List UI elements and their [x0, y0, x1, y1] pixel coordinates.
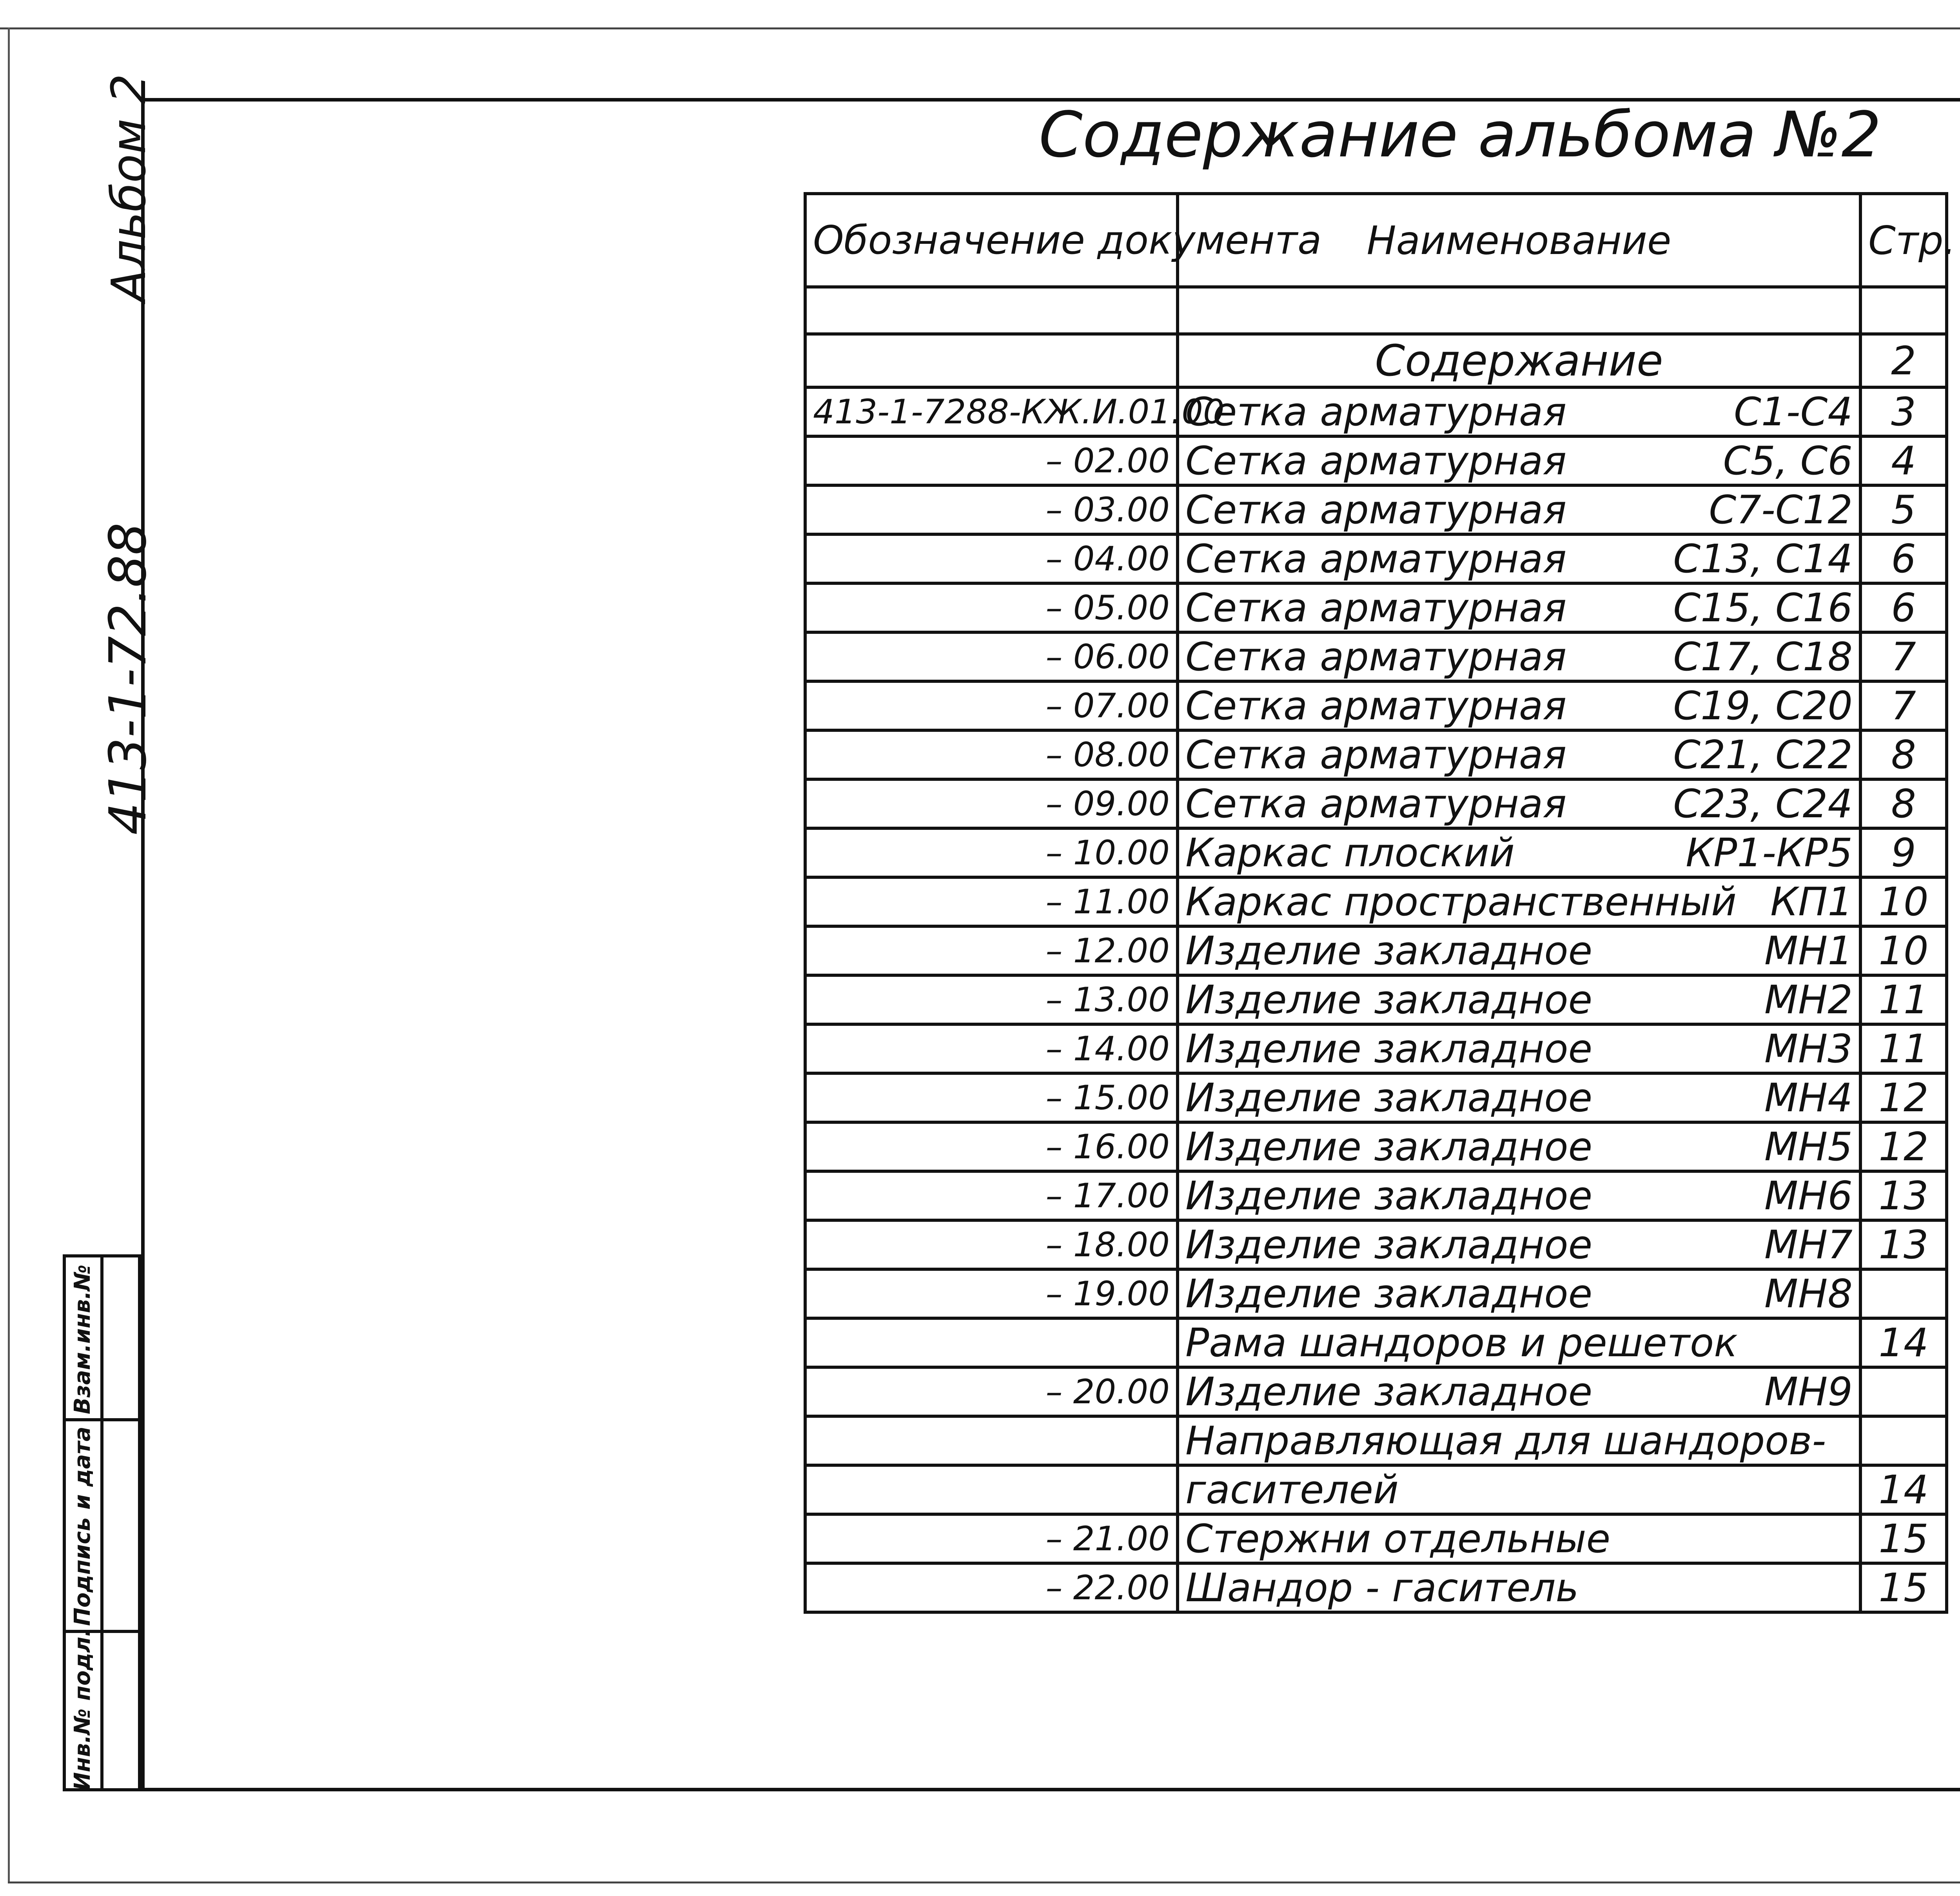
row-name: Каркас пространственный [1185, 879, 1737, 925]
row-name-cell [1178, 1024, 1860, 1073]
stamp-separator [100, 1257, 103, 1788]
table-row [805, 1171, 1947, 1220]
row-designation: – 11.00 [805, 877, 1178, 926]
row-designation: – 18.00 [805, 1220, 1178, 1269]
row-page: 12 [1860, 1073, 1947, 1122]
row-name-wrap [1185, 879, 1853, 925]
row-name-cell [1178, 334, 1860, 387]
stamp-divider [66, 1418, 138, 1421]
row-page [1860, 1367, 1947, 1416]
row-designation [805, 1318, 1178, 1367]
album-label: Альбом 2 [102, 74, 156, 302]
row-designation: – 14.00 [805, 1024, 1178, 1073]
row-name-cell [1178, 534, 1860, 583]
row-name: Сетка арматурная [1185, 585, 1567, 631]
outer-top-line [0, 27, 1960, 29]
row-page: 4 [1860, 436, 1947, 485]
table-row [805, 1465, 1947, 1514]
row-designation: – 05.00 [805, 583, 1178, 632]
row-name: Изделие закладное [1185, 1075, 1593, 1121]
row-name-wrap [1185, 683, 1853, 729]
row-name-wrap [1185, 928, 1853, 974]
row-name: Сетка арматурная [1185, 634, 1567, 680]
row-name-wrap [1185, 1320, 1853, 1366]
row-designation: – 15.00 [805, 1073, 1178, 1122]
row-designation: – 21.00 [805, 1514, 1178, 1563]
row-designation: – 08.00 [805, 730, 1178, 779]
row-designation: – 13.00 [805, 975, 1178, 1024]
row-name: Шандор - гаситель [1185, 1565, 1579, 1611]
project-code-label: 413-1-72.88 [98, 523, 158, 835]
table-row [805, 632, 1947, 681]
row-name-wrap [1185, 1467, 1853, 1513]
row-name-cell [1178, 1563, 1860, 1612]
row-name-cell [1178, 975, 1860, 1024]
row-designation: 413-1-7288-КЖ.И.01.00 [805, 387, 1178, 436]
row-page: 8 [1860, 779, 1947, 828]
row-designation: – 02.00 [805, 436, 1178, 485]
row-page [1860, 1416, 1947, 1465]
row-mark: С19, С20 [1673, 683, 1853, 729]
table-row [805, 1024, 1947, 1073]
row-name-cell [1178, 436, 1860, 485]
row-mark: С15, С16 [1673, 585, 1853, 631]
row-page: 13 [1860, 1220, 1947, 1269]
row-page: 14 [1860, 1465, 1947, 1514]
table-row [805, 334, 1947, 387]
row-page: 7 [1860, 681, 1947, 730]
row-mark: МН7 [1764, 1222, 1853, 1268]
row-mark: С13, С14 [1673, 536, 1853, 582]
row-name: Сетка арматурная [1185, 487, 1567, 533]
header-designation: Обозначение документа [805, 194, 1178, 287]
row-name: Сетка арматурная [1185, 683, 1567, 729]
row-page: 8 [1860, 730, 1947, 779]
row-mark: МН4 [1764, 1075, 1853, 1121]
row-mark: МН5 [1764, 1124, 1853, 1170]
row-page [1860, 287, 1947, 334]
row-name-wrap [1185, 585, 1853, 631]
row-name-cell [1178, 485, 1860, 534]
row-name-cell [1178, 287, 1860, 334]
row-designation: – 09.00 [805, 779, 1178, 828]
row-designation: – 19.00 [805, 1269, 1178, 1318]
header-page: Стр. [1860, 194, 1947, 287]
row-designation: – 10.00 [805, 828, 1178, 877]
row-name-cell [1178, 1514, 1860, 1563]
row-name-cell [1178, 583, 1860, 632]
row-mark: С17, С18 [1673, 634, 1853, 680]
row-mark: КР1-КР5 [1686, 830, 1853, 876]
row-name: Сетка арматурная [1185, 438, 1567, 484]
row-name-cell [1178, 1416, 1860, 1465]
table-row [805, 436, 1947, 485]
row-name-wrap [1185, 977, 1853, 1023]
stamp-original-inventory: Инв.№ подл. [70, 1628, 95, 1791]
row-name-cell [1178, 681, 1860, 730]
row-name-wrap [1185, 438, 1853, 484]
row-name-wrap [1185, 536, 1853, 582]
row-mark: МН6 [1764, 1173, 1853, 1219]
row-name-wrap [1185, 1565, 1853, 1611]
row-name-cell [1178, 1073, 1860, 1122]
row-name: Каркас плоский [1185, 830, 1515, 876]
row-name-wrap [1185, 389, 1853, 435]
row-designation: – 17.00 [805, 1171, 1178, 1220]
row-designation: – 20.00 [805, 1367, 1178, 1416]
row-mark: С21, С22 [1673, 732, 1853, 778]
row-mark: МН3 [1764, 1026, 1853, 1072]
row-page: 11 [1860, 975, 1947, 1024]
row-name: Направляющая для шандоров- [1185, 1418, 1826, 1464]
row-name-cell [1178, 1171, 1860, 1220]
table-row [805, 779, 1947, 828]
table-row [805, 975, 1947, 1024]
row-name-wrap [1185, 781, 1853, 827]
row-designation: – 07.00 [805, 681, 1178, 730]
row-page: 15 [1860, 1563, 1947, 1612]
row-name-cell [1178, 387, 1860, 436]
row-page: 10 [1860, 926, 1947, 975]
table-header-row [805, 194, 1947, 287]
row-name-cell [1178, 1367, 1860, 1416]
stamp-replacement-inventory: Взам.инв.№ [70, 1264, 95, 1414]
row-name-cell [1178, 926, 1860, 975]
row-designation: – 06.00 [805, 632, 1178, 681]
row-name-cell [1178, 1269, 1860, 1318]
row-name: Изделие закладное [1185, 1369, 1593, 1415]
row-name: Изделие закладное [1185, 1173, 1593, 1219]
approval-stamp [63, 1254, 141, 1791]
row-name-wrap [1185, 1516, 1853, 1562]
row-page: 9 [1860, 828, 1947, 877]
table-row [805, 926, 1947, 975]
row-mark: МН2 [1764, 977, 1853, 1023]
table-row [805, 1563, 1947, 1612]
row-mark: МН8 [1764, 1271, 1853, 1317]
row-page: 12 [1860, 1122, 1947, 1171]
contents-table [804, 192, 1956, 1614]
row-name-wrap [1185, 1173, 1853, 1219]
row-mark: МН1 [1764, 928, 1853, 974]
row-name: Сетка арматурная [1185, 389, 1567, 435]
row-name-cell [1178, 1122, 1860, 1171]
row-name: Изделие закладное [1185, 1026, 1593, 1072]
row-name-cell [1178, 632, 1860, 681]
row-name: Сетка арматурная [1185, 781, 1567, 827]
row-mark: С23, С24 [1673, 781, 1853, 827]
table-row [805, 1220, 1947, 1269]
row-name: Изделие закладное [1185, 977, 1593, 1023]
row-designation: – 04.00 [805, 534, 1178, 583]
row-name-cell [1178, 730, 1860, 779]
table-row [805, 534, 1947, 583]
page-title: Содержание альбома №2 [1039, 98, 1882, 171]
row-page: 10 [1860, 877, 1947, 926]
row-page: 6 [1860, 583, 1947, 632]
row-name-wrap [1185, 1271, 1853, 1317]
row-designation [805, 1465, 1178, 1514]
row-name: Изделие закладное [1185, 1222, 1593, 1268]
table-row [805, 828, 1947, 877]
outer-left-line [8, 27, 10, 1881]
row-page: 15 [1860, 1514, 1947, 1563]
row-name: Стержни отдельные [1185, 1516, 1611, 1562]
row-page: 14 [1860, 1318, 1947, 1367]
row-page: 7 [1860, 632, 1947, 681]
row-mark: КП1 [1770, 879, 1853, 925]
row-name-cell [1178, 877, 1860, 926]
row-name-wrap [1185, 1369, 1853, 1415]
row-name-wrap [1185, 1026, 1853, 1072]
table-row [805, 387, 1947, 436]
row-mark: С5, С6 [1723, 438, 1853, 484]
row-name: Изделие закладное [1185, 1124, 1593, 1170]
outer-bottom-line [8, 1881, 1960, 1883]
row-mark: С7-С12 [1709, 487, 1853, 533]
row-name-cell [1178, 779, 1860, 828]
row-name-wrap [1185, 1418, 1853, 1464]
row-name-wrap [1185, 732, 1853, 778]
table-row [805, 730, 1947, 779]
row-designation [805, 1416, 1178, 1465]
row-page: 5 [1860, 485, 1947, 534]
table-row [805, 1073, 1947, 1122]
row-name: Содержание [1375, 336, 1663, 386]
row-page [1860, 1269, 1947, 1318]
row-mark: С1-С4 [1734, 389, 1853, 435]
row-name-cell [1178, 1465, 1860, 1514]
row-mark: МН9 [1764, 1369, 1853, 1415]
table-row [805, 1269, 1947, 1318]
table-row [805, 1122, 1947, 1171]
row-page: 11 [1860, 1024, 1947, 1073]
row-designation [805, 334, 1178, 387]
table-row [805, 681, 1947, 730]
table-row [805, 485, 1947, 534]
row-name-wrap [1185, 634, 1853, 680]
row-designation: – 12.00 [805, 926, 1178, 975]
stamp-signature-date: Подпись и дата [70, 1426, 95, 1626]
table-row [805, 583, 1947, 632]
table-row [805, 877, 1947, 926]
table-row [805, 1367, 1947, 1416]
table-row [805, 1318, 1947, 1367]
row-name: Рама шандоров и решеток [1185, 1320, 1738, 1366]
table-row [805, 287, 1947, 334]
table-row [805, 1416, 1947, 1465]
row-designation: – 03.00 [805, 485, 1178, 534]
row-name: гасителей [1185, 1467, 1399, 1513]
row-name: Сетка арматурная [1185, 536, 1567, 582]
row-page: 2 [1860, 334, 1947, 387]
row-page: 3 [1860, 387, 1947, 436]
contents-body [805, 287, 1947, 1612]
row-name: Изделие закладное [1185, 928, 1593, 974]
row-name-cell [1178, 1318, 1860, 1367]
row-name-wrap [1185, 487, 1853, 533]
row-name: Сетка арматурная [1185, 732, 1567, 778]
row-name: Изделие закладное [1185, 1271, 1593, 1317]
row-name-cell [1178, 828, 1860, 877]
row-page: 6 [1860, 534, 1947, 583]
row-name-wrap [1185, 1222, 1853, 1268]
row-designation [805, 287, 1178, 334]
row-designation: – 22.00 [805, 1563, 1178, 1612]
table-row [805, 1514, 1947, 1563]
row-designation: – 16.00 [805, 1122, 1178, 1171]
header-name: Наименование [1178, 194, 1860, 287]
row-name-wrap [1185, 830, 1853, 876]
row-name-wrap [1185, 1124, 1853, 1170]
row-page: 13 [1860, 1171, 1947, 1220]
row-name-wrap [1185, 336, 1853, 386]
row-name-cell [1178, 1220, 1860, 1269]
row-name-wrap [1185, 1075, 1853, 1121]
